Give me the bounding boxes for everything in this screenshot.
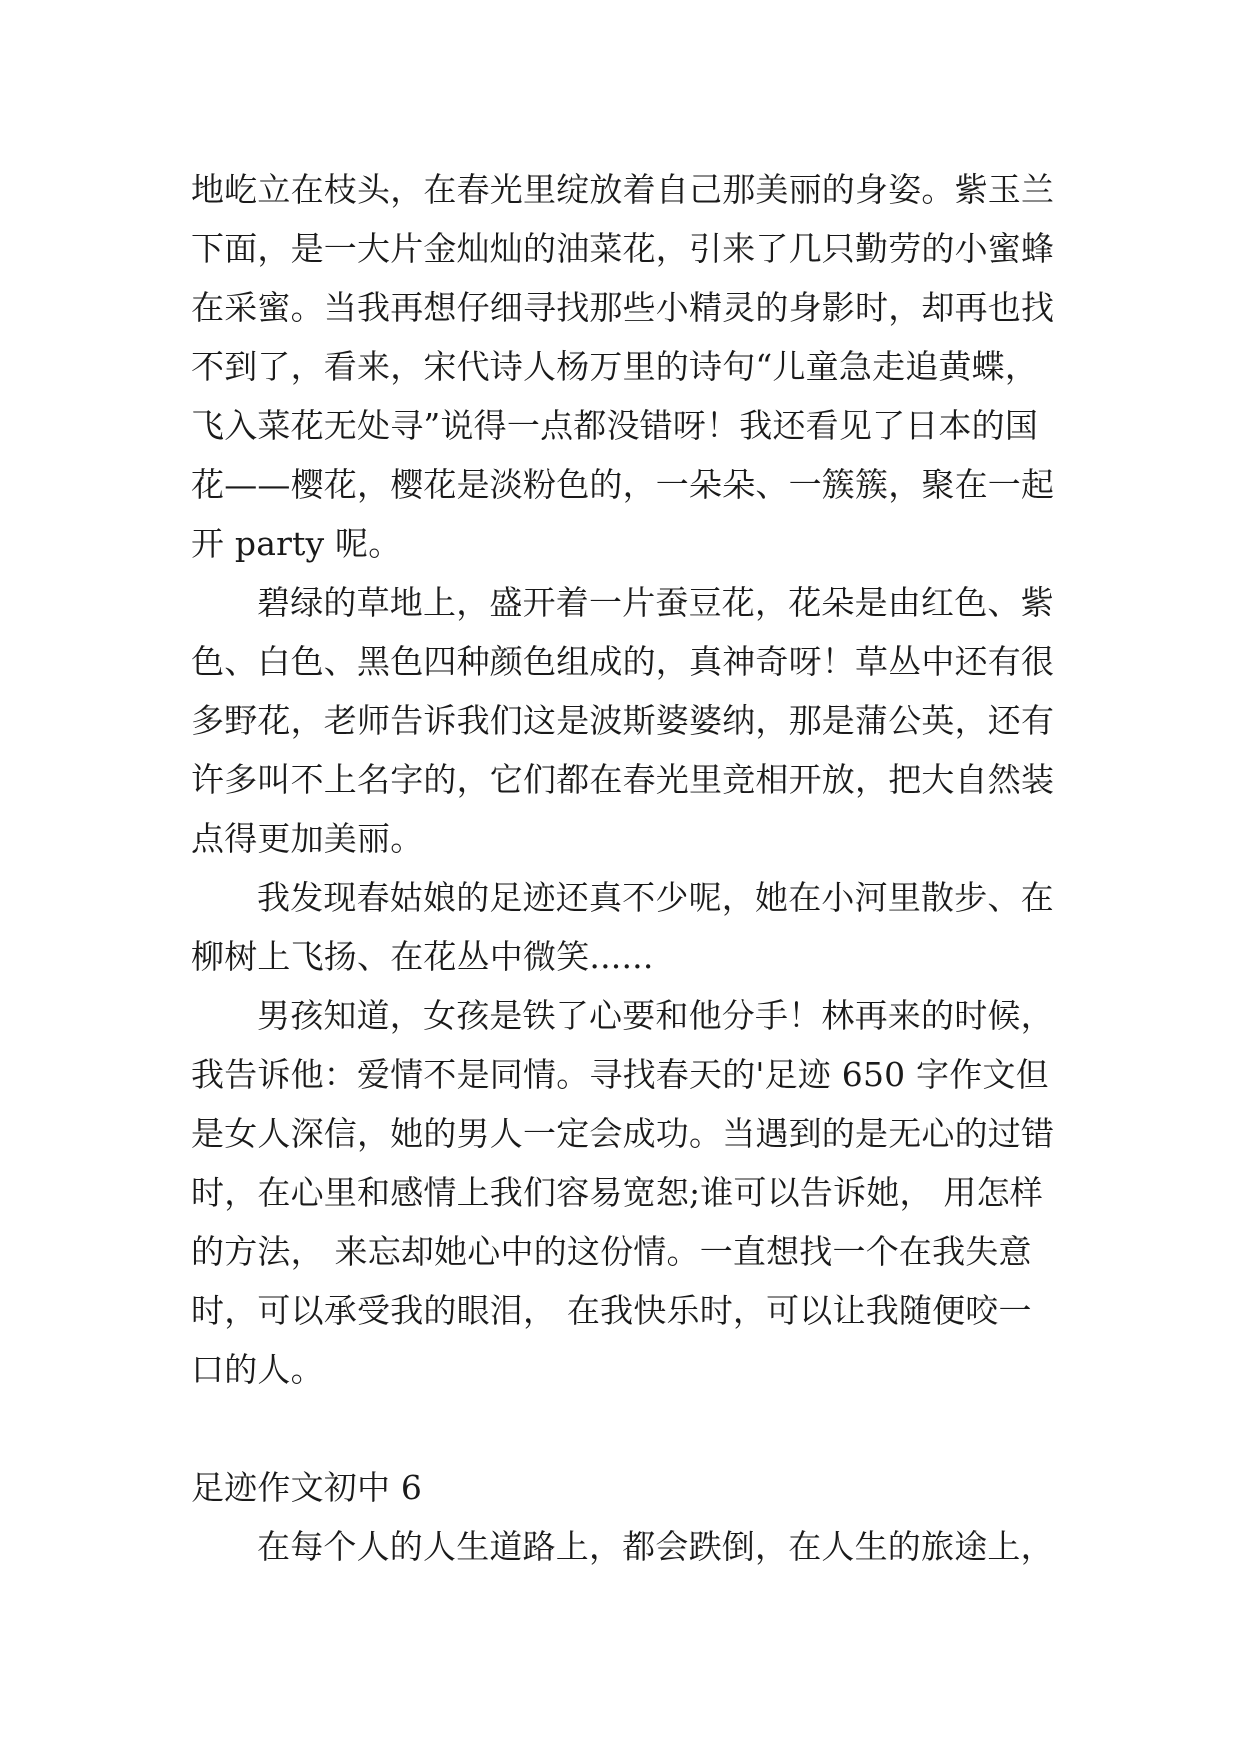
text-line: 口的人。 xyxy=(191,1350,324,1389)
text-line: 多野花，老师告诉我们这是波斯婆婆纳，那是蒲公英，还有 xyxy=(191,701,1055,740)
paragraph xyxy=(191,160,1061,573)
text-line: 点得更加美丽。 xyxy=(191,819,424,858)
paragraph xyxy=(191,573,1061,868)
document-body xyxy=(191,160,1061,1576)
text-line: 柳树上飞扬、在花丛中微笑...... xyxy=(191,937,654,976)
text-line: 花——樱花，樱花是淡粉色的，一朵朵、一簇簇，聚在一起 xyxy=(191,465,1055,504)
text-line: 在采蜜。当我再想仔细寻找那些小精灵的身影时，却再也找 xyxy=(191,288,1055,327)
paragraph xyxy=(191,1517,1061,1576)
section-heading: 足迹作文初中 6 xyxy=(191,1468,423,1507)
paragraph xyxy=(191,986,1061,1399)
text-line: 的方法， 来忘却她心中的这份情。一直想找一个在我失意 xyxy=(191,1232,1032,1271)
text-line: 色、白色、黑色四种颜色组成的，真神奇呀！草丛中还有很 xyxy=(191,642,1055,681)
paragraph xyxy=(191,868,1061,986)
text-line: 我发现春姑娘的足迹还真不少呢，她在小河里散步、在 xyxy=(257,878,1054,917)
text-line: 男孩知道，女孩是铁了心要和他分手！林再来的时候， xyxy=(257,996,1054,1035)
text-line: 是女人深信，她的男人一定会成功。当遇到的是无心的过错 xyxy=(191,1114,1055,1153)
text-line: 地屹立在枝头，在春光里绽放着自己那美丽的身姿。紫玉兰 xyxy=(191,170,1055,209)
text-line: 时，在心里和感情上我们容易宽恕;谁可以告诉她， 用怎样 xyxy=(191,1173,1044,1212)
text-line: 下面，是一大片金灿灿的油菜花，引来了几只勤劳的小蜜蜂 xyxy=(191,229,1055,268)
text-line: 碧绿的草地上，盛开着一片蚕豆花，花朵是由红色、紫 xyxy=(257,583,1054,622)
text-line: 在每个人的人生道路上，都会跌倒，在人生的旅途上， xyxy=(257,1527,1054,1566)
text-line: 开 party 呢。 xyxy=(191,524,402,563)
section-spacer xyxy=(191,1399,1061,1458)
text-line: 不到了，看来，宋代诗人杨万里的诗句“儿童急走追黄蝶， xyxy=(191,347,1039,386)
text-line: 飞入菜花无处寻”说得一点都没错呀！我还看见了日本的国 xyxy=(191,406,1039,445)
text-line: 时，可以承受我的眼泪， 在我快乐时，可以让我随便咬一 xyxy=(191,1291,1032,1330)
text-line: 我告诉他：爱情不是同情。寻找春天的'足迹 650 字作文但 xyxy=(191,1055,1049,1094)
text-line: 许多叫不上名字的，它们都在春光里竞相开放，把大自然装 xyxy=(191,760,1055,799)
